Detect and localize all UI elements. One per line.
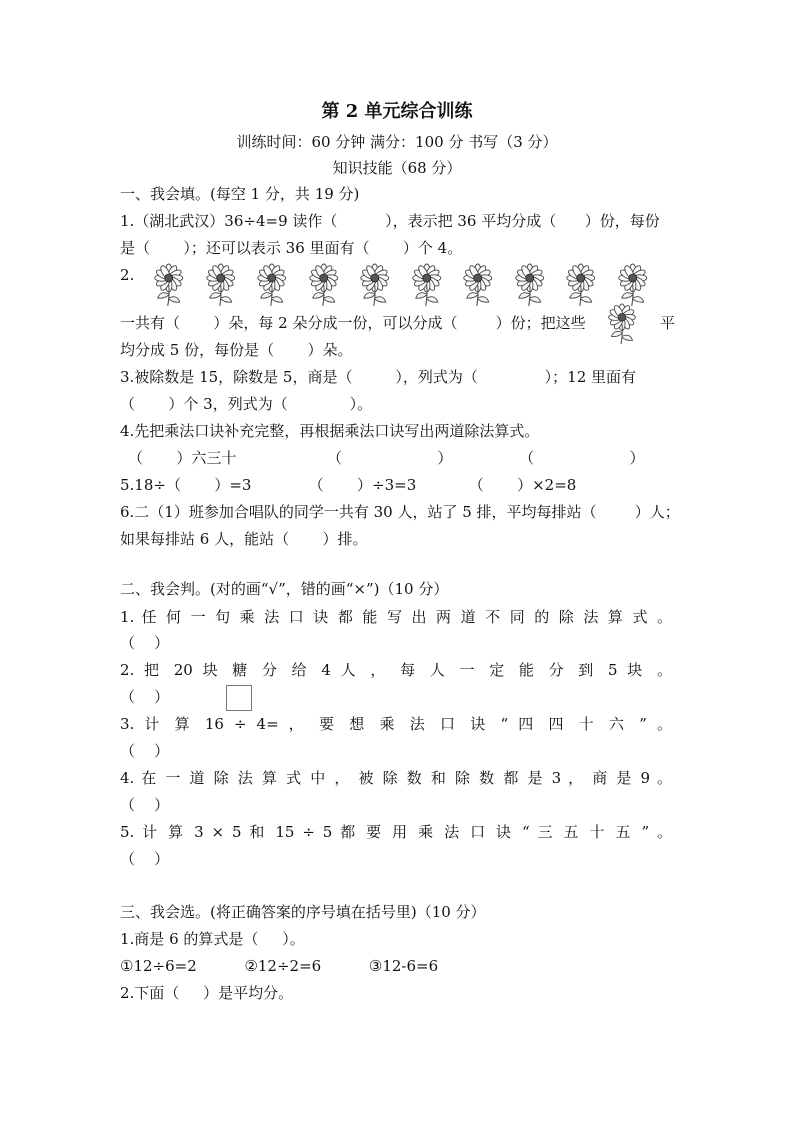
- blank-box: [226, 685, 252, 711]
- judge-item-2: 2. 把 20 块 糖 分 给 4 人 ， 每 人 一 定 能 分 到 5 块 。: [120, 661, 672, 679]
- question-2-label: 2.: [120, 266, 135, 284]
- question-4-line-2: （ ）六三十 （ ） （ ）: [128, 449, 645, 467]
- section3-heading: 三、我会选。(将正确答案的序号填在括号里)（10 分）: [120, 903, 486, 921]
- question-4-line-1: 4.先把乘法口诀补充完整，再根据乘法口诀写出两道除法算式。: [120, 422, 540, 440]
- flower-icon: [555, 262, 607, 308]
- choice-question-2: 2.下面（ ）是平均分。: [120, 984, 294, 1002]
- question-3-line-1: 3.被除数是 15，除数是 5，商是（ ），列式为（ ）；12 里面有: [120, 368, 637, 386]
- question-6-line-1: 6.二（1）班参加合唱队的同学一共有 30 人，站了 5 排，平均每排站（ ）人；: [120, 503, 680, 521]
- judge-answer-blank: （ ）: [120, 796, 170, 814]
- judge-item-5: 5. 计 算 3 × 5 和 15 ÷ 5 都 要 用 乘 法 口 诀 “ 三 五 十 五 ” 。: [120, 823, 672, 841]
- question-2-line-1: 一共有（ ）朵，每 2 朵分成一份，可以分成（ ）份；把这些: [120, 314, 586, 332]
- section2-heading: 二、我会判。(对的画“√”，错的画“×”)（10 分）: [120, 580, 449, 598]
- flower-row: [143, 262, 658, 308]
- choice-question-1: 1.商是 6 的算式是（ ）。: [120, 930, 305, 948]
- exam-meta: 训练时间：60 分钟 满分：100 分 书写（3 分）: [236, 133, 558, 151]
- judge-answer-blank: （ ）: [120, 634, 170, 652]
- question-1-line-1: 1.（湖北武汉）36÷4=9 读作（ ），表示把 36 平均分成（ ）份，每份: [120, 212, 660, 230]
- question-3-line-2: （ ）个 3，列式为（ ）。: [120, 395, 373, 413]
- judge-item-4: 4. 在 一 道 除 法 算 式 中 ， 被 除 数 和 除 数 都 是 3 ， 商 是 9 。: [120, 769, 672, 787]
- question-5-line: 5.18÷（ ）=3 （ ）÷3=3 （ ）×2=8: [120, 476, 577, 494]
- question-6-line-2: 如果每排站 6 人，能站（ ）排。: [120, 530, 368, 548]
- judge-item-1: 1. 任 何 一 句 乘 法 口 诀 都 能 写 出 两 道 不 同 的 除 法 算 式 。: [120, 608, 672, 626]
- judge-answer-blank: （ ）: [120, 850, 170, 868]
- section-subtitle: 知识技能（68 分）: [332, 159, 462, 177]
- flower-icon: [504, 262, 556, 308]
- section1-heading: 一、我会填。(每空 1 分，共 19 分): [120, 185, 360, 203]
- flower-icon: [349, 262, 401, 308]
- question-2-line-2: 均分成 5 份，每份是（ ）朵。: [120, 341, 353, 359]
- question-1-line-2: 是（ ）；还可以表示 36 里面有（ ）个 4。: [120, 239, 463, 257]
- judge-item-3: 3. 计 算 16 ÷ 4= ， 要 想 乘 法 口 诀 “ 四 四 十 六 ” 。: [120, 715, 672, 733]
- judge-answer-blank: （ ）: [120, 688, 170, 706]
- flower-icon: [246, 262, 298, 308]
- flower-icon: [601, 302, 643, 346]
- flower-icon: [452, 262, 504, 308]
- page-title: 第 2 单元综合训练: [321, 101, 473, 122]
- choice-question-1-options: ①12÷6=2 ②12÷2=6 ③12-6=6: [120, 957, 439, 975]
- flower-icon: [143, 262, 195, 308]
- judge-answer-blank: （ ）: [120, 742, 170, 760]
- flower-icon: [401, 262, 453, 308]
- flower-icon: [298, 262, 350, 308]
- question-2-line-1-tail: 平: [660, 314, 676, 332]
- flower-icon: [195, 262, 247, 308]
